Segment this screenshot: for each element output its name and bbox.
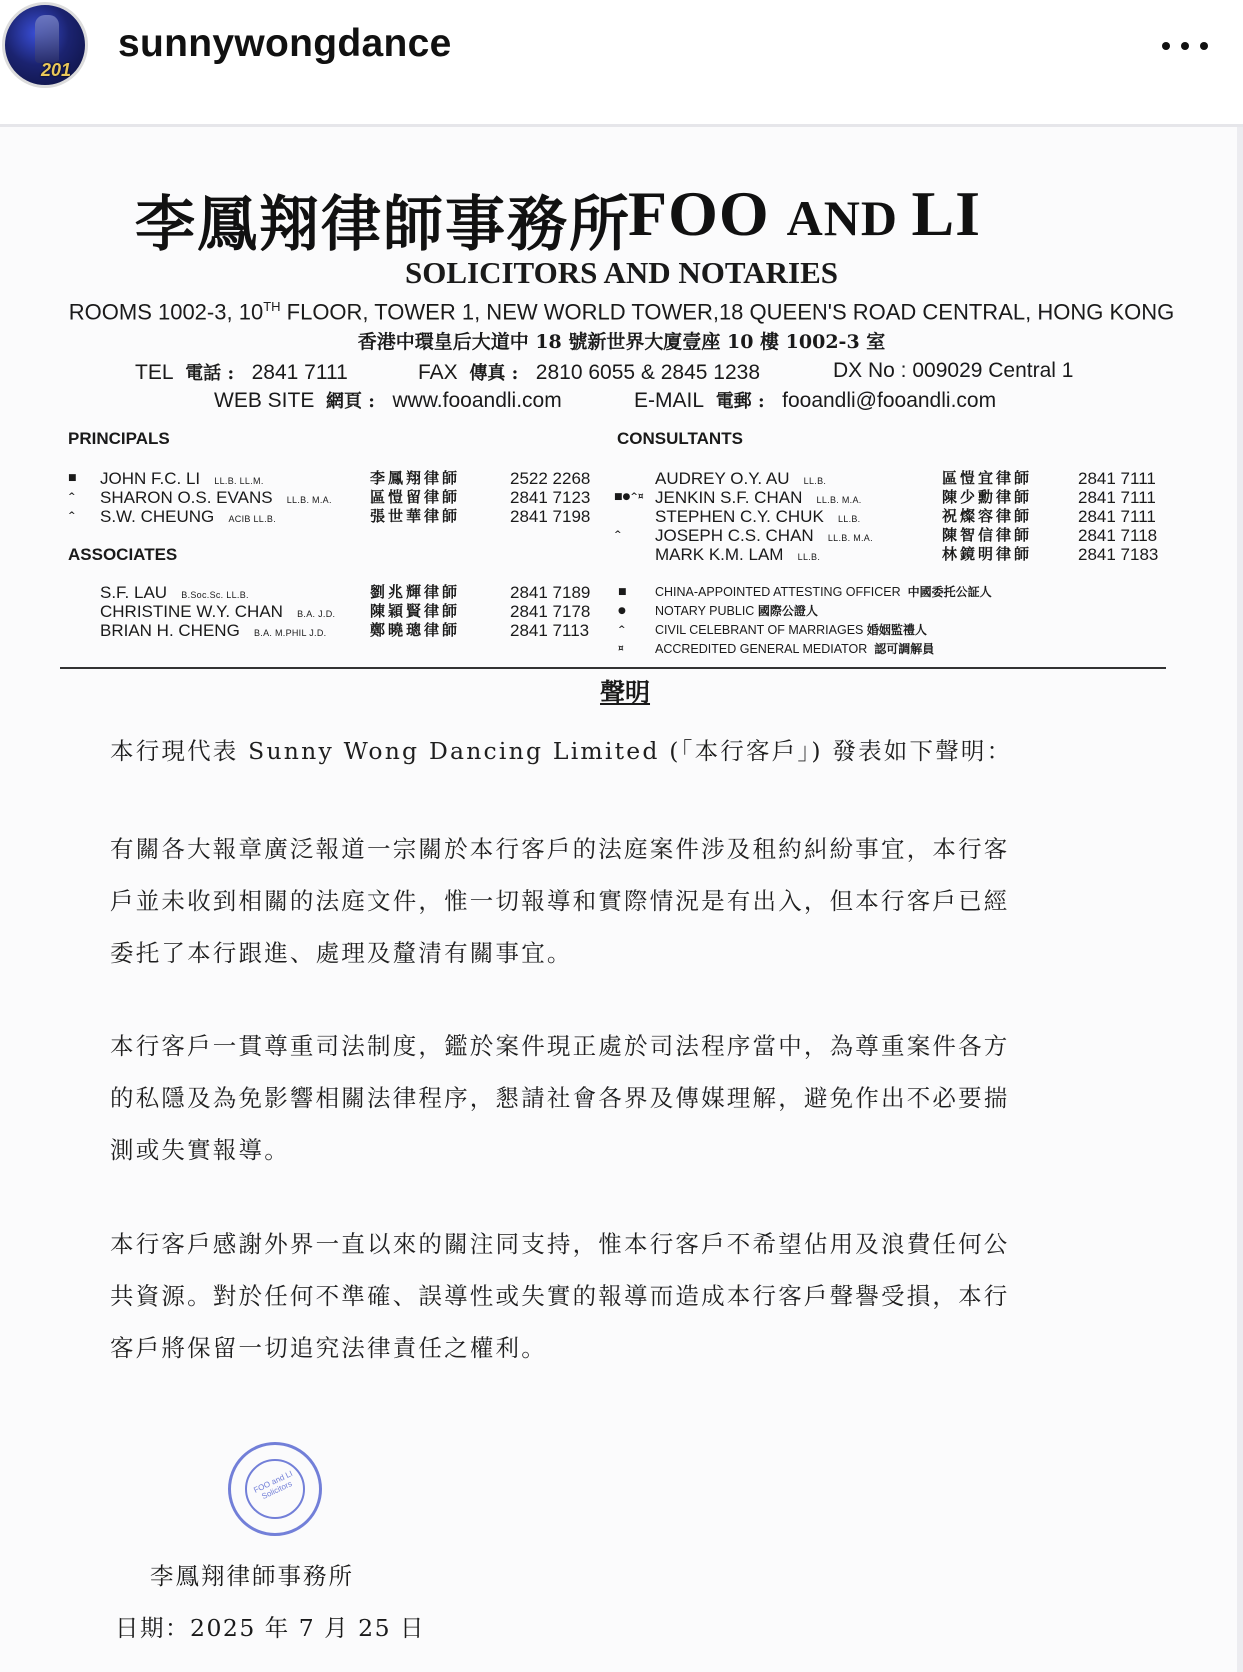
staff-name-cn: 劉兆輝律師 [370, 583, 461, 601]
more-options-button[interactable] [1150, 26, 1220, 66]
staff-name-cn: 張世華律師 [370, 507, 461, 525]
staff-tel: 2841 7183 [1078, 545, 1159, 564]
staff-name-cn: 陳穎賢律師 [370, 602, 461, 620]
staff-name-cn: 區愷留律師 [370, 488, 461, 506]
firm-name-cn: 李鳳翔律師事務所 [135, 190, 631, 260]
post-header [0, 0, 1243, 122]
seal-text: FOO and LI Solicitors [252, 1469, 294, 1502]
staff-qualification: ACIB LL.B. [228, 514, 276, 524]
staff-name-cn: 祝燦容律師 [942, 507, 1033, 525]
staff-name-cn: 陳智信律師 [942, 526, 1033, 544]
fax-value: 2810 6055 & 2845 1238 [535, 361, 761, 384]
staff-name-cn: 陳少勳律師 [942, 488, 1033, 506]
paragraph-line: 委托了本行跟進、處理及釐清有關事宜。 [110, 939, 573, 967]
address-en [0, 299, 1243, 325]
dx-line: DX No : 009029 Central 1 [833, 359, 1074, 382]
legend-item [655, 621, 927, 640]
legend-mark: ● [618, 606, 626, 616]
staff-name [655, 545, 820, 567]
staff-mark: ^ [614, 530, 622, 540]
paragraph-line: 共資源。對於任何不準確、誤導性或失實的報導而造成本行客戶聲譽受損，本行 [110, 1282, 1010, 1310]
paragraph-line: 本行客戶感謝外界一直以來的關注同支持，惟本行客戶不希望佔用及浪費任何公 [110, 1230, 1010, 1258]
website-label-cn: 網頁 : [326, 391, 375, 412]
tel-value: 2841 7111 [251, 361, 348, 384]
staff-tel: 2841 7113 [510, 621, 590, 640]
consultants-heading: CONSULTANTS [617, 429, 743, 448]
staff-qualification: LL.B. LL.M. [214, 476, 264, 486]
fax-label: FAX [418, 361, 458, 384]
staff-name-text: S.F. LAU [100, 583, 168, 602]
address-cn: 香港中環皇后大道中 18 號新世界大廈壹座 10 樓 1002-3 室 [357, 331, 886, 353]
staff-tel: 2841 7111 [1078, 507, 1156, 526]
staff-qualification: LL.B. M.A. [286, 495, 332, 505]
staff-name-text: AUDREY O.Y. AU [655, 469, 790, 488]
legend-mark: ■ [618, 587, 627, 597]
tel-label: TEL [135, 361, 174, 384]
staff-name [100, 507, 276, 529]
signoff-firm-name: 李鳳翔律師事務所 [150, 1562, 354, 1590]
staff-name-text: BRIAN H. CHENG [100, 621, 240, 640]
fax-line [418, 359, 760, 385]
principals-heading: PRINCIPALS [68, 429, 170, 448]
staff-mark: ■ [68, 473, 77, 483]
staff-name-text: S.W. CHEUNG [100, 507, 215, 526]
staff-qualification: B.A. M.PHIL J.D. [253, 628, 327, 638]
paragraph-line: 戶並未收到相關的法庭文件，惟一切報導和實際情況是有出入，但本行客戶已經 [110, 887, 1010, 915]
firm-name-en-part: AND [786, 190, 912, 246]
email-label: E-MAIL [634, 389, 705, 412]
website-label: WEB SITE [214, 389, 315, 412]
staff-qualification: LL.B. [837, 514, 861, 524]
firm-name-en-part: LI [911, 178, 982, 249]
legend-text: ACCREDITED GENERAL MEDIATOR [655, 642, 868, 656]
staff-name-cn: 李鳳翔律師 [370, 469, 461, 487]
staff-tel: 2841 7111 [1078, 488, 1156, 507]
staff-name-text: MARK K.M. LAM [655, 545, 784, 564]
more-horizontal-icon [1162, 42, 1170, 50]
address-en-part: ROOMS 1002-3, 10 [68, 299, 264, 325]
avatar[interactable] [2, 2, 88, 88]
firm-seal-stamp [228, 1442, 322, 1536]
staff-qualification: LL.B. M.A. [827, 533, 873, 543]
paragraph-line: 測或失實報導。 [110, 1136, 290, 1164]
statement-title: 聲明 [600, 678, 651, 707]
tel-label-cn: 電話 : [185, 363, 235, 384]
staff-tel: 2522 2268 [510, 469, 591, 488]
legend-text-cn: 中國委托公証人 [907, 585, 992, 599]
staff-qualification: LL.B. [803, 476, 827, 486]
firm-name-en [628, 177, 981, 251]
website-value: www.fooandli.com [392, 389, 562, 412]
statement-date: 日期：2025 年 7 月 25 日 [115, 1614, 426, 1642]
staff-tel: 2841 7178 [510, 602, 591, 621]
staff-name [100, 621, 326, 643]
staff-name-text: SHARON O.S. EVANS [100, 488, 273, 507]
statement-intro: 本行現代表 Sunny Wong Dancing Limited (「本行客戶」) 發表如下聲明： [110, 737, 1013, 765]
address-en-sup: TH [263, 299, 281, 314]
more-horizontal-icon [1200, 42, 1208, 50]
staff-mark: ■●^¤ [614, 492, 644, 502]
staff-mark: ^ [68, 511, 76, 521]
legend-text: CHINA-APPOINTED ATTESTING OFFICER [655, 585, 901, 599]
legend-item [655, 583, 992, 602]
staff-qualification: LL.B. [797, 552, 821, 562]
letter-image [0, 124, 1243, 1672]
staff-tel: 2841 7198 [510, 507, 591, 526]
legend-mark: ¤ [618, 644, 624, 654]
staff-name-text: STEPHEN C.Y. CHUK [655, 507, 824, 526]
staff-name-cn: 鄭曉璁律師 [370, 621, 461, 639]
staff-name-text: JOHN F.C. LI [100, 469, 201, 488]
image-edge [1237, 127, 1243, 1672]
staff-name-text: JOSEPH C.S. CHAN [655, 526, 814, 545]
legend-item [655, 602, 818, 621]
website-line [214, 387, 562, 413]
email-value: fooandli@fooandli.com [782, 389, 997, 412]
avatar-badge: 201 [41, 60, 72, 80]
paragraph-line: 的私隱及為免影響相關法律程序，懇請社會各界及傳媒理解，避免作出不必要揣 [110, 1084, 1010, 1112]
more-horizontal-icon [1181, 42, 1189, 50]
legend-text-cn: 國際公證人 [757, 604, 818, 618]
legend-text: NOTARY PUBLIC [655, 604, 755, 618]
paragraph-line: 有關各大報章廣泛報道一宗關於本行客戶的法庭案件涉及租約糾紛事宜，本行客 [110, 835, 1010, 863]
staff-name-cn: 區愷宜律師 [942, 469, 1033, 487]
staff-qualification: LL.B. M.A. [816, 495, 862, 505]
email-label-cn: 電郵 : [715, 391, 765, 412]
legend-text: CIVIL CELEBRANT OF MARRIAGES [655, 623, 864, 637]
legend-text-cn: 認可調解員 [874, 642, 935, 656]
associates-heading: ASSOCIATES [68, 545, 178, 564]
legend-mark: ^ [618, 625, 626, 635]
paragraph-line: 本行客戶一貫尊重司法制度，鑑於案件現正處於司法程序當中，為尊重案件各方 [110, 1032, 1010, 1060]
tel-line [135, 359, 348, 385]
staff-qualification: B.Soc.Sc. LL.B. [181, 590, 249, 600]
letterhead-divider [60, 667, 1166, 669]
legend-text-cn: 婚姻監禮人 [866, 623, 927, 637]
staff-tel: 2841 7118 [1078, 526, 1158, 545]
address-en-part: FLOOR, TOWER 1, NEW WORLD TOWER,18 QUEEN'S ROAD CENTRAL, HONG KONG [280, 299, 1175, 325]
staff-tel: 2841 7189 [510, 583, 591, 602]
legend-item [655, 640, 934, 659]
avatar-figure [35, 15, 59, 63]
staff-qualification: B.A. J.D. [297, 609, 336, 619]
paragraph-line: 客戶將保留一切追究法律責任之權利。 [110, 1334, 547, 1362]
staff-tel: 2841 7123 [510, 488, 591, 507]
firm-name-en-part: FOO [628, 178, 787, 249]
username[interactable]: sunnywongdance [118, 22, 452, 65]
staff-mark: ^ [68, 492, 76, 502]
letterhead [0, 167, 1243, 267]
fax-label-cn: 傳真 : [469, 363, 519, 384]
staff-tel: 2841 7111 [1078, 469, 1156, 488]
firm-subtitle: SOLICITORS AND NOTARIES [405, 255, 838, 290]
email-line [634, 387, 996, 413]
staff-name-cn: 林鏡明律師 [942, 545, 1033, 563]
staff-name-text: JENKIN S.F. CHAN [655, 488, 803, 507]
staff-name-text: CHRISTINE W.Y. CHAN [100, 602, 283, 621]
